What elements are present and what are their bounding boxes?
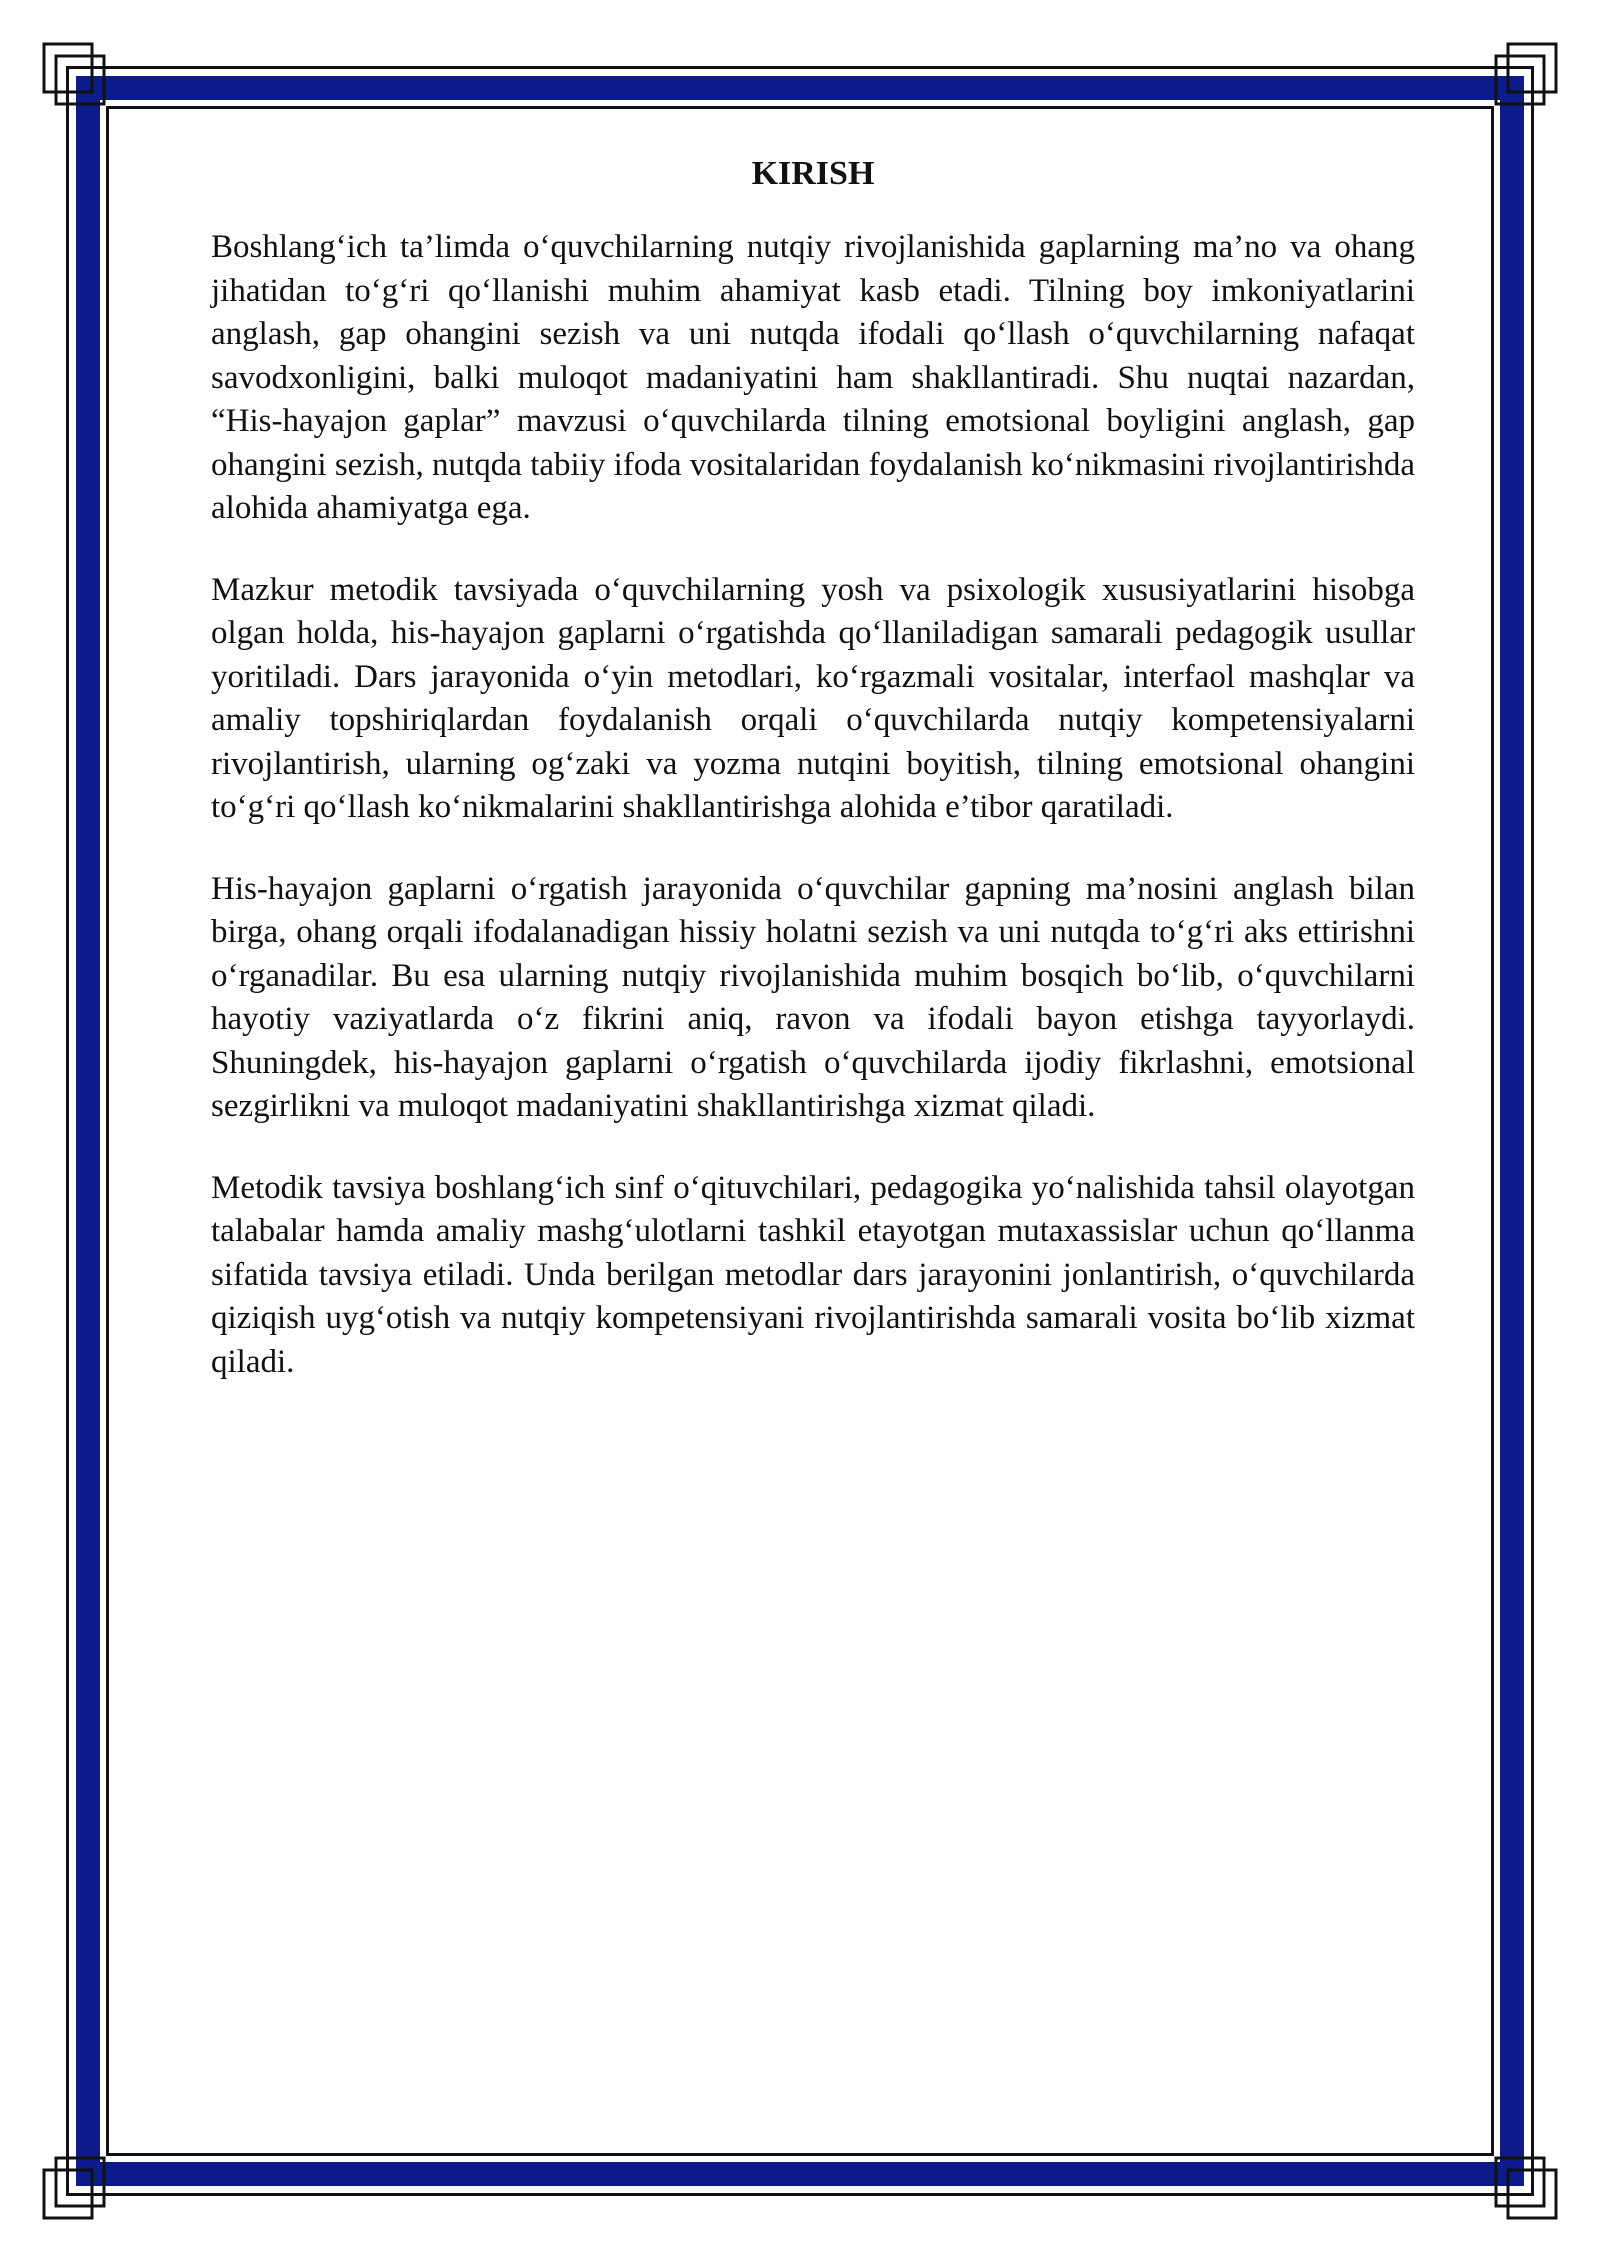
paragraph-3: His-hayajon gaplarni o‘rgatish jarayonida o‘quvchilar gapning ma’nosini anglash bilan birga, ohang orqali ifodalanadigan hissiy holatni sezish va uni nutqda to‘g‘ri aks ettirishni o‘rganadilar. Bu esa ularning nutqiy rivojlanishida muhim bosqich bo‘lib, o‘quvchilarni hayotiy vaziyatlarda o‘z fikrini aniq, ravon va ifodali bayon etishga tayyorlaydi. Shuningdek, his-hayajon gaplarni o‘rgatish o‘quvchilarda ijodiy fikrlashni, emotsional sezgirlikni va muloqot madaniyatini shakllantirishga xizmat qiladi. [211, 870, 1415, 1124]
paragraph-1: Boshlang‘ich ta’limda o‘quvchilarning nutqiy rivojlanishida gaplarning ma’no va ohang jihatidan to‘g‘ri qo‘llanishi muhim ahamiyat kasb etadi. Tilning boy imkoniyatlarini anglash, gap ohangini sezish va uni nutqda ifodali qo‘llash o‘quvchilarning nafaqat savodxonligini, balki muloqot madaniyatini ham shakllantiradi. Shu nuqtai nazardan, “His-hayajon gaplar” mavzusi o‘quvchilarda tilning emotsional boyligini anglash, gap ohangini sezish, nutqda tabiiy ifoda vositalaridan foydalanish ko‘nikmasini rivojlantirishda alohida ahamiyatga ega. [211, 229, 1415, 526]
page-title: KIRISH [751, 155, 875, 192]
corner-ornament-top-left [42, 42, 106, 106]
paragraph-2: Mazkur metodik tavsiyada o‘quvchilarning yosh va psixologik xususiyatlarini hisobga olgan holda, his-hayajon gaplarni o‘rgatishda qo‘llaniladigan samarali pedagogik usullar yoritiladi. Dars jarayonida o‘yin metodlari, ko‘rgazmali vositalar, interfaol mashqlar va amaliy topshiriqlardan foydalanish orqali o‘quvchilarda nutqiy kompetensiyalarni rivojlantirish, ularning og‘zaki va yozma nutqini boyitish, tilning emotsional ohangini to‘g‘ri qo‘llash ko‘nikmalarini shakllantirishga alohida e’tibor qaratiladi. [211, 571, 1415, 825]
corner-ornament-bottom-right [1494, 2156, 1558, 2220]
corner-ornament-top-right [1494, 42, 1558, 106]
paragraph-4: Metodik tavsiya boshlang‘ich sinf o‘qituvchilari, pedagogika yo‘nalishida tahsil olayotgan talabalar hamda amaliy mashg‘ulotlarni tashkil etayotgan mutaxassislar uchun qo‘llanma sifatida tavsiya etiladi. Unda berilgan metodlar dars jarayonini jonlantirish, o‘quvchilarda qiziqish uyg‘otish va nutqiy kompetensiyani rivojlantirishda samarali vosita bo‘lib xizmat qiladi. [211, 1169, 1415, 1380]
document-body [211, 152, 1415, 1422]
corner-ornament-bottom-left [42, 2156, 106, 2220]
